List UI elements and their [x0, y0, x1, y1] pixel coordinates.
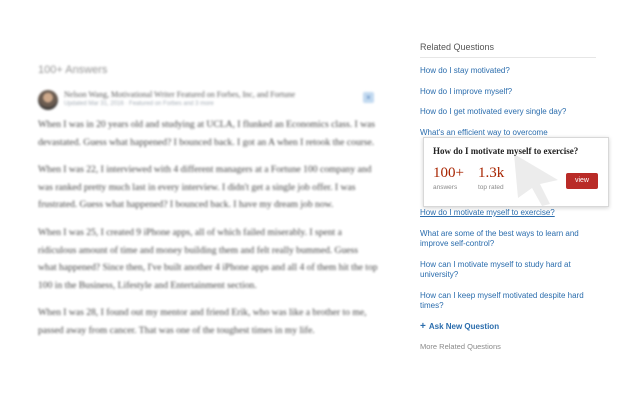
related-question-link[interactable]: How can I keep myself motivated despite hard times? — [420, 290, 584, 310]
top-rated-label: top rated — [477, 184, 504, 191]
plus-icon: + — [420, 320, 426, 332]
related-question-link[interactable]: How do I get motivated every single day? — [420, 107, 567, 116]
answers-panel — [38, 64, 378, 350]
answers-stat — [433, 165, 464, 191]
popup-question-title[interactable]: How do I motivate myself to exercise? — [433, 146, 579, 156]
author-meta: Updated Mar 31, 2016 · Featured on Forbes and 3 more — [64, 101, 214, 107]
answer-paragraph: When I was 25, I created 9 iPhone apps, all of which failed miserably. I spent a ridiculous amount of time and money building them and felt really bummed. Guess what happened? Since then, I've built another 4 iPhone apps and all 4 of them hit the top 100 in the Business, Lifestyle and Entertainment section. — [38, 226, 378, 291]
close-icon[interactable]: × — [363, 92, 374, 103]
author-name[interactable]: Nelson Wang, Motivational Writer Featured on Forbes, Inc, and Fortune — [64, 90, 296, 99]
avatar[interactable] — [38, 90, 58, 110]
ask-new-question-label: Ask New Question — [428, 322, 500, 331]
answer-paragraph: When I was in 20 years old and studying at UCLA, I flunked an Economics class. I was devastated. Guess what happened? I bounced back. I got an A when I retook the course. — [38, 119, 376, 148]
answers-count: 100+ Answers — [38, 64, 108, 76]
answer-paragraph: When I was 28, I found out my mentor and friend Erik, who was like a brother to me, passed away from cancer. That was one of the toughest times in my life. — [38, 307, 367, 336]
view-button[interactable]: view — [566, 173, 598, 189]
top-rated-value: 1.3k — [477, 165, 505, 181]
answer-paragraph: When I was 22, I interviewed with 4 different managers at a Fortune 100 company and was ranked pretty much last in every interview. I didn't get a single job offer. I was frustrated. Guess what happened? I bounced back. I have my dream job now. — [38, 164, 372, 211]
related-question-link[interactable]: How do I stay motivated? — [420, 66, 510, 75]
more-related-questions-link[interactable]: More Related Questions — [420, 341, 501, 351]
ask-new-question-button[interactable] — [420, 322, 596, 332]
answers-count-value: 100+ — [433, 165, 464, 181]
related-question-link[interactable]: What's an efficient way to overcome — [420, 127, 548, 137]
top-rated-stat — [478, 165, 504, 191]
answer-header — [38, 90, 378, 110]
question-preview-popup — [423, 137, 609, 207]
related-question-link[interactable]: How can I motivate myself to study hard at university? — [420, 259, 571, 279]
related-question-link[interactable]: How do I improve myself? — [420, 86, 513, 96]
sidebar-title: Related Questions — [420, 42, 596, 58]
related-question-link-hovered[interactable]: How do I motivate myself to exercise? — [420, 208, 555, 217]
answers-count-label: answers — [433, 184, 458, 191]
related-question-link[interactable]: What are some of the best ways to learn and improve self-control? — [420, 228, 579, 248]
